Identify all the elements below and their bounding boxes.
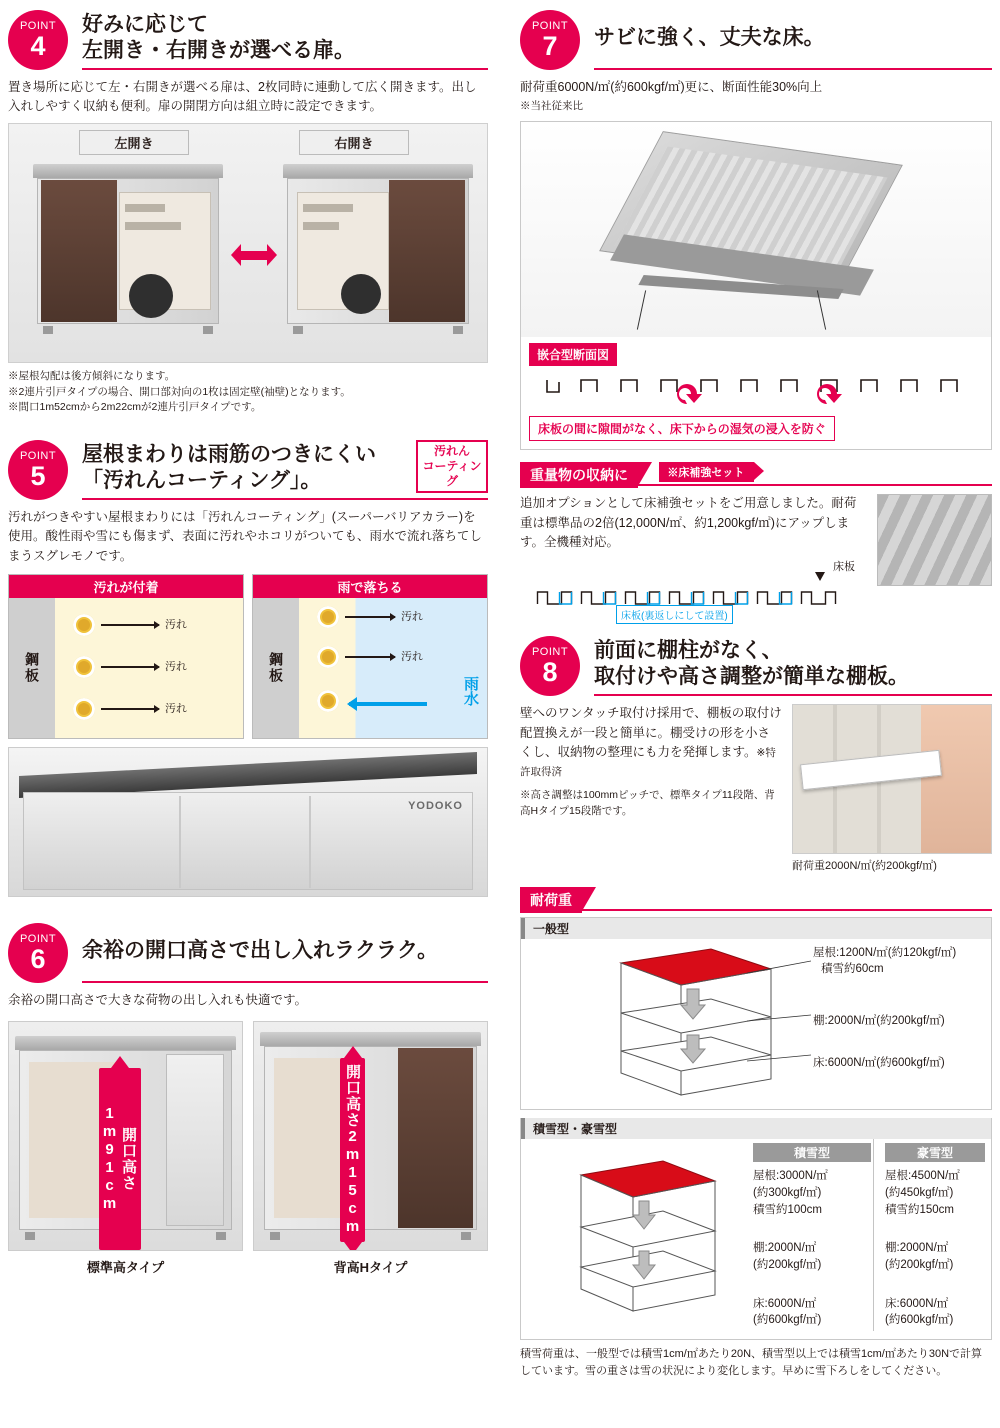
shelf-photo [792,704,992,854]
floor-option-tag: ※床補強セット [659,462,754,482]
floor-cut-section [521,337,991,449]
point-4-title-line-2: 左開き・右開きが選べる扉。 [82,39,355,62]
point-8-title-line-1: 前面に棚柱がなく、 [594,639,783,662]
load-snow-col-2-line-2: (約450kgf/㎡) [885,1186,954,1199]
point-4-header [8,10,488,70]
opening-height-caption: 標準高タイプ [86,1259,165,1275]
floor-board-reversed-label: 床板(裏返しにして設置) [616,605,733,624]
point-8-title-line-2: 取付けや高さ調整が簡単な棚板。 [594,665,909,689]
point-4-title [82,10,488,70]
point-6-badge [8,923,68,983]
dirt-label: 汚れ [401,651,423,664]
section-point-6 [8,923,488,1275]
load-capacity-title: 耐荷重 [520,887,582,913]
point-6-badge-word: POINT [19,932,57,945]
load-general-diagram [521,939,991,1109]
load-snow-col-2-line-3: 積雪約150cm [885,1203,955,1216]
point-7-badge-number: 7 [542,30,558,61]
load-snow-diagram [521,1139,991,1339]
shed-left-open [33,164,223,334]
load-general-roof: 屋根:1200N/㎡(約120kgf/㎡) [813,947,957,960]
dirt-arrow-icon [101,708,159,710]
load-general-head: 一般型 [521,918,991,939]
person-photo [921,705,991,853]
point-8-badge [520,636,580,696]
point-5-badge [8,440,68,500]
coating-left-head: 汚れが付着 [9,575,243,598]
dirt-arrow-icon [345,656,395,658]
point-4-title-line-1: 好みに応じて [82,12,208,36]
load-snow-col-1 [753,1143,871,1329]
standard-height-photo [8,1021,243,1251]
load-snow-col-2-line-1: 屋根:4500N/㎡ [885,1170,960,1183]
load-snow-col-1-line-6: 床:6000N/㎡ [753,1297,817,1310]
point-6-body: 余裕の開口高さで大きな荷物の出し入れも快適です。 [8,993,308,1008]
dirt-label: 汚れ [401,611,423,624]
load-snow-col-1-line-1: 屋根:3000N/㎡ [753,1170,828,1183]
load-general-shelf: 棚:2000N/㎡(約200kgf/㎡) [813,1015,945,1028]
point-4-photo [8,123,488,363]
dirt-blob-icon [317,606,339,628]
point-5-body: 汚れがつきやすい屋根まわりには「汚れんコーティング」(スーパーバリアカラー)を使用。酸性雨や雪にも傷まず、表面に汚れやホコリがついても、雨水で流れ落ちてしまうスグレモノです。 [8,510,482,563]
point-5-title-line-2: 「汚れんコーティング」。 [82,469,322,492]
section-load-capacity [520,887,992,1379]
load-snow-col-2 [885,1143,985,1329]
floor-option-title: 重量物の収納に [520,462,638,488]
point-6-badge-number: 6 [30,943,46,974]
section-point-7 [520,10,992,450]
point-7-title: サビに強く、丈夫な床。 [594,10,992,70]
point-8-body-text: 壁へのワンタッチ取付け採用で、棚板の取付け配置換えが一段と簡単に。棚受けの形を小さくし、収納物の整理にも力を発揮します。 [520,706,782,759]
load-capacity-header [520,887,992,911]
dirt-arrow-icon [101,624,159,626]
load-snow-col-2-line-6: 床:6000N/㎡ [885,1297,949,1310]
floor-option-header [520,462,992,486]
load-general-icon [561,943,811,1108]
column-divider [873,1139,874,1331]
coating-diagram [8,574,488,739]
load-snow-col-2-line-4: 棚:2000N/㎡ [885,1242,949,1255]
load-general-snow: 積雪約60cm [821,963,884,976]
opening-height-item [253,1021,488,1276]
load-snow-col-1-line-4: 棚:2000N/㎡ [753,1242,817,1255]
point-5-header [8,440,488,500]
shed-right-open [283,164,473,334]
load-snow-panel [520,1118,992,1340]
section-floor-reinforcement [520,462,992,623]
load-footnote: 積雪荷重は、一般型では積雪1cm/㎡あたり20N、積雪型以上では積雪1cm/㎡あたり30Nで計算しています。雪の重さは雪の状況により変化します。早めに雪下ろしをしてください。 [520,1348,983,1377]
load-snow-col-1-line-5: (約200kgf/㎡) [753,1258,822,1271]
point-4-notes [8,369,488,416]
point-7-header [520,10,992,70]
point-5-badge-word: POINT [19,449,57,462]
point-8-note: ※高さ調整は100mmピッチで、標準タイプ11段階、背高Hタイプ15段階です。 [520,788,775,817]
dirt-label: 汚れ [165,703,187,716]
rain-label: 雨水 [462,676,479,707]
point-4-note-3: ※間口1m52cmから2m22cmが2連片引戸タイプです。 [8,401,262,414]
point-4-note-1: ※屋根勾配は後方傾斜になります。 [8,369,176,382]
point-7-body: 耐荷重6000N/㎡(約600kgf/㎡)更に、断面性能30%向上 [520,80,823,94]
floor-photo [521,122,991,337]
steel-plate-label-left: 鋼板 [9,598,55,738]
coating-right-field [299,598,487,738]
floor-diagram-panel [520,121,992,450]
point-4-badge [8,10,68,70]
dirt-blob-icon [317,690,339,712]
opening-height-label: 開口高さ1m91cm [99,1068,141,1250]
point-5-roof-photo [8,747,488,897]
load-snow-col-2-line-5: (約200kgf/㎡) [885,1258,954,1271]
floor-profile-drawing [529,370,983,414]
rain-flow-arrow-icon [349,702,427,706]
point-7-note: ※当社従来比 [520,100,583,113]
dirt-blob-icon [73,614,95,636]
load-snow-col-1-line-3: 積雪約100cm [753,1203,823,1216]
load-snow-col-1-line-7: (約600kgf/㎡) [753,1314,822,1327]
coating-diagram-left [8,574,244,739]
floor-reinforcement-drawing [520,558,867,623]
point-5-title-line-1: 屋根まわりは雨筋のつきにくい [82,442,376,466]
point-4-body: 置き場所に応じて左・右開きが選べる扉は、2枚同時に連動して広く開きます。出し入れしやすく収納も便利。扉の開閉方向は組立時に設定できます。 [8,80,477,114]
dirt-blob-icon [317,646,339,668]
opening-height-item [8,1021,243,1276]
opening-height-gallery [8,1021,488,1276]
load-snow-head: 積雪型・豪雪型 [521,1118,991,1139]
floor-option-content [520,494,992,623]
dirt-arrow-icon [345,616,395,618]
load-general-panel [520,917,992,1110]
load-snow-col-1-head: 積雪型 [753,1143,871,1162]
coating-diagram-right [252,574,488,739]
point-4-note-2: ※2連片引戸タイプの場合、開口部対向の1枚は固定壁(袖壁)となります。 [8,385,351,398]
left-column [8,0,488,1276]
load-snow-col-1-line-2: (約300kgf/㎡) [753,1186,822,1199]
point-8-title [594,636,992,696]
opening-height-caption: 背高Hタイプ [333,1259,408,1275]
tall-height-photo [253,1021,488,1251]
load-snow-icon [535,1149,745,1334]
cut-section-label: 嵌合型断面図 [529,343,617,366]
point-6-header [8,923,488,983]
load-snow-col-2-head: 豪雪型 [885,1143,985,1162]
point-7-badge [520,10,580,70]
coating-right-head: 雨で落ちる [253,575,487,598]
point-8-badge-number: 8 [542,656,558,687]
point-7-badge-word: POINT [531,19,569,32]
floor-profile-icon [529,370,983,414]
door-right-label: 右開き [299,130,409,155]
down-arrow-icon [815,572,825,581]
floor-option-photo [877,494,992,586]
point-8-badge-word: POINT [531,645,569,658]
right-column [520,0,992,1379]
opening-height-label: 開口高さ2m15cm [340,1058,365,1242]
load-general-floor: 床:6000N/㎡(約600kgf/㎡) [813,1057,945,1070]
coating-badge [416,440,488,493]
dirt-blob-icon [73,656,95,678]
dirt-blob-icon [73,698,95,720]
dirt-label: 汚れ [165,661,187,674]
section-point-8 [520,636,992,873]
coating-badge-line-2: コーティング [422,459,482,488]
coating-badge-line-1: 汚れん [433,444,470,458]
point-8-header [520,636,992,696]
point-5-badge-number: 5 [30,460,46,491]
brand-logo: YODOKO [408,800,463,813]
shelf-load-caption: 耐荷重2000N/㎡(約200kgf/㎡) [792,860,937,873]
point-8-patent: ※特許取得済 [520,747,776,779]
point-6-title: 余裕の開口高さで出し入れラクラク。 [82,923,488,983]
dirt-arrow-icon [101,666,159,668]
section-point-5 [8,440,488,897]
steel-plate-label-right: 鋼板 [253,598,299,738]
coating-left-field [55,598,243,738]
point-4-badge-word: POINT [19,19,57,32]
direction-swap-arrow-icon [231,244,277,266]
floor-option-body: 追加オプションとして床補強セットをご用意しました。耐荷重は標準品の2倍(12,000N/㎡、約1,200kgf/㎡)にアップします。全機種対応。 [520,496,857,549]
floor-cut-caption: 床板の間に隙間がなく、床下からの湿気の浸入を防ぐ [529,416,835,441]
dirt-label: 汚れ [165,619,187,632]
point-4-badge-number: 4 [30,30,46,61]
point-8-body [520,704,782,782]
door-left-label: 左開き [79,130,189,155]
section-point-4 [8,10,488,416]
floor-board-label: 床板 [833,561,855,574]
load-snow-col-2-line-7: (約600kgf/㎡) [885,1314,954,1327]
point-8-content [520,704,992,873]
